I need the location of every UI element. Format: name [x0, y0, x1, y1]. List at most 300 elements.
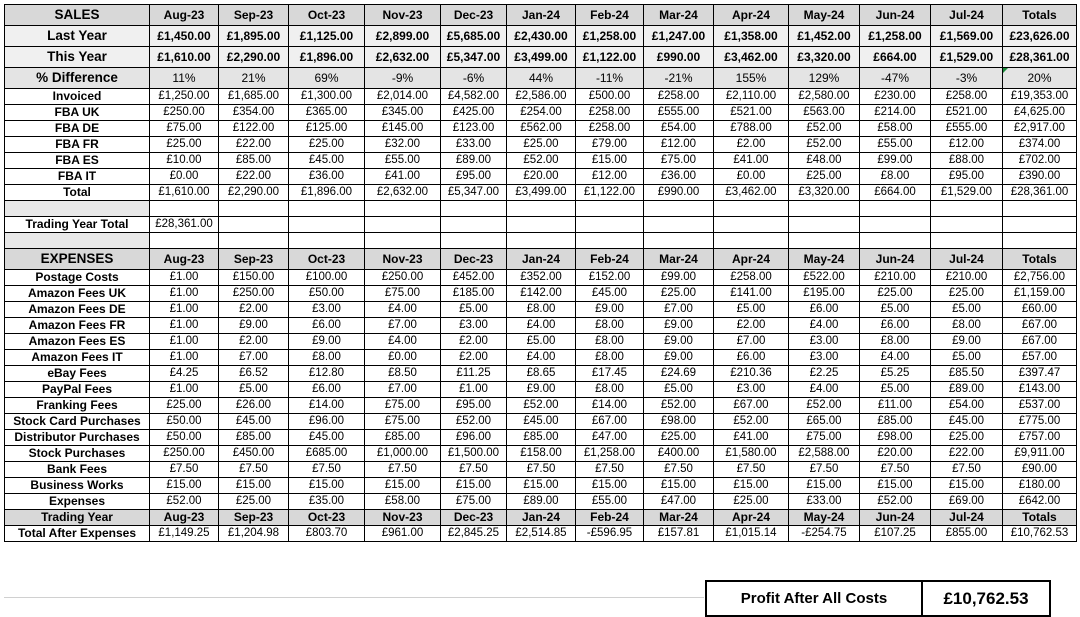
- value-cell[interactable]: £2.00: [219, 334, 289, 350]
- value-cell[interactable]: £1,450.00: [150, 26, 219, 47]
- value-cell[interactable]: £2.00: [714, 137, 789, 153]
- value-cell[interactable]: £1.00: [150, 334, 219, 350]
- total-cell[interactable]: £67.00: [1003, 318, 1077, 334]
- value-cell[interactable]: £521.00: [931, 105, 1003, 121]
- value-cell[interactable]: £8.00: [507, 302, 576, 318]
- value-cell[interactable]: £7.50: [150, 462, 219, 478]
- value-cell[interactable]: £85.50: [931, 366, 1003, 382]
- value-cell[interactable]: £0.00: [714, 169, 789, 185]
- row-label-cell[interactable]: Amazon Fees ES: [5, 334, 150, 350]
- empty-cell[interactable]: [714, 217, 789, 233]
- value-cell[interactable]: £25.00: [714, 494, 789, 510]
- value-cell[interactable]: £2.00: [441, 334, 507, 350]
- value-cell[interactable]: £521.00: [714, 105, 789, 121]
- total-cell[interactable]: £90.00: [1003, 462, 1077, 478]
- value-cell[interactable]: -47%: [860, 68, 931, 89]
- empty-cell[interactable]: [576, 233, 644, 249]
- value-cell[interactable]: £2,430.00: [507, 26, 576, 47]
- value-cell[interactable]: £210.36: [714, 366, 789, 382]
- value-cell[interactable]: £25.00: [644, 430, 714, 446]
- value-cell[interactable]: £41.00: [365, 169, 441, 185]
- value-cell[interactable]: £95.00: [931, 169, 1003, 185]
- month-header-cell[interactable]: Feb-24: [576, 249, 644, 270]
- value-cell[interactable]: £5.00: [860, 382, 931, 398]
- value-cell[interactable]: £22.00: [219, 137, 289, 153]
- value-cell[interactable]: £4.00: [365, 334, 441, 350]
- value-cell[interactable]: £157.81: [644, 526, 714, 542]
- row-label-cell[interactable]: % Difference: [5, 68, 150, 89]
- value-cell[interactable]: £2,632.00: [365, 47, 441, 68]
- value-cell[interactable]: £15.00: [860, 478, 931, 494]
- value-cell[interactable]: £258.00: [931, 89, 1003, 105]
- month-header-cell[interactable]: Aug-23: [150, 249, 219, 270]
- value-cell[interactable]: £15.00: [576, 153, 644, 169]
- empty-cell[interactable]: [150, 201, 219, 217]
- value-cell[interactable]: £36.00: [644, 169, 714, 185]
- value-cell[interactable]: £1.00: [441, 382, 507, 398]
- empty-cell[interactable]: [219, 201, 289, 217]
- month-header-cell[interactable]: Jun-24: [860, 5, 931, 26]
- empty-cell[interactable]: [860, 233, 931, 249]
- value-cell[interactable]: £5.00: [931, 350, 1003, 366]
- empty-cell[interactable]: [714, 233, 789, 249]
- value-cell[interactable]: £250.00: [365, 270, 441, 286]
- empty-cell[interactable]: [644, 233, 714, 249]
- value-cell[interactable]: £1.00: [150, 350, 219, 366]
- value-cell[interactable]: 155%: [714, 68, 789, 89]
- value-cell[interactable]: £7.50: [931, 462, 1003, 478]
- value-cell[interactable]: £185.00: [441, 286, 507, 302]
- value-cell[interactable]: £4.00: [789, 318, 860, 334]
- value-cell[interactable]: £563.00: [789, 105, 860, 121]
- value-cell[interactable]: £855.00: [931, 526, 1003, 542]
- value-cell[interactable]: £3,320.00: [789, 185, 860, 201]
- empty-cell[interactable]: [5, 233, 150, 249]
- value-cell[interactable]: £352.00: [507, 270, 576, 286]
- empty-cell[interactable]: [1003, 217, 1077, 233]
- value-cell[interactable]: -£254.75: [789, 526, 860, 542]
- value-cell[interactable]: £11.25: [441, 366, 507, 382]
- month-header-cell[interactable]: Oct-23: [289, 249, 365, 270]
- value-cell[interactable]: £3,499.00: [507, 47, 576, 68]
- value-cell[interactable]: £32.00: [365, 137, 441, 153]
- value-cell[interactable]: £6.00: [289, 382, 365, 398]
- value-cell[interactable]: £89.00: [441, 153, 507, 169]
- value-cell[interactable]: £58.00: [860, 121, 931, 137]
- total-cell[interactable]: £642.00: [1003, 494, 1077, 510]
- value-cell[interactable]: £54.00: [931, 398, 1003, 414]
- value-cell[interactable]: £1,125.00: [289, 26, 365, 47]
- value-cell[interactable]: £803.70: [289, 526, 365, 542]
- value-cell[interactable]: £5,685.00: [441, 26, 507, 47]
- value-cell[interactable]: £7.00: [714, 334, 789, 350]
- value-cell[interactable]: £15.00: [789, 478, 860, 494]
- row-label-cell[interactable]: PayPal Fees: [5, 382, 150, 398]
- value-cell[interactable]: £1,896.00: [289, 185, 365, 201]
- empty-cell[interactable]: [789, 217, 860, 233]
- value-cell[interactable]: £4.00: [365, 302, 441, 318]
- empty-cell[interactable]: [576, 201, 644, 217]
- month-header-cell[interactable]: Feb-24: [576, 5, 644, 26]
- value-cell[interactable]: £2,845.25: [441, 526, 507, 542]
- section-header-cell[interactable]: SALES: [5, 5, 150, 26]
- value-cell[interactable]: £96.00: [441, 430, 507, 446]
- value-cell[interactable]: 21%: [219, 68, 289, 89]
- value-cell[interactable]: £75.00: [365, 414, 441, 430]
- total-cell[interactable]: £537.00: [1003, 398, 1077, 414]
- value-cell[interactable]: £79.00: [576, 137, 644, 153]
- value-cell[interactable]: £450.00: [219, 446, 289, 462]
- month-header-cell[interactable]: May-24: [789, 249, 860, 270]
- month-header-cell[interactable]: Dec-23: [441, 249, 507, 270]
- value-cell[interactable]: £1,247.00: [644, 26, 714, 47]
- profit-value[interactable]: £10,762.53: [922, 581, 1050, 616]
- value-cell[interactable]: £1,000.00: [365, 446, 441, 462]
- value-cell[interactable]: £2,588.00: [789, 446, 860, 462]
- totals-header-cell[interactable]: Totals: [1003, 249, 1077, 270]
- value-cell[interactable]: £145.00: [365, 121, 441, 137]
- value-cell[interactable]: £1,580.00: [714, 446, 789, 462]
- value-cell[interactable]: £1,358.00: [714, 26, 789, 47]
- value-cell[interactable]: £25.00: [289, 137, 365, 153]
- value-cell[interactable]: £8.00: [931, 318, 1003, 334]
- month-header-cell[interactable]: Jul-24: [931, 249, 1003, 270]
- value-cell[interactable]: £1,529.00: [931, 185, 1003, 201]
- value-cell[interactable]: £8.00: [576, 382, 644, 398]
- month-header-cell[interactable]: Mar-24: [644, 5, 714, 26]
- value-cell[interactable]: £1,258.00: [860, 26, 931, 47]
- value-cell[interactable]: £7.00: [219, 350, 289, 366]
- value-cell[interactable]: £67.00: [576, 414, 644, 430]
- value-cell[interactable]: £2,586.00: [507, 89, 576, 105]
- empty-cell[interactable]: [507, 217, 576, 233]
- month-footer-cell[interactable]: Aug-23: [150, 510, 219, 526]
- value-cell[interactable]: £75.00: [789, 430, 860, 446]
- empty-cell[interactable]: [860, 217, 931, 233]
- month-header-cell[interactable]: Sep-23: [219, 5, 289, 26]
- month-header-cell[interactable]: Dec-23: [441, 5, 507, 26]
- value-cell[interactable]: £5.00: [219, 382, 289, 398]
- value-cell[interactable]: £3,462.00: [714, 185, 789, 201]
- total-cell[interactable]: £757.00: [1003, 430, 1077, 446]
- value-cell[interactable]: £214.00: [860, 105, 931, 121]
- total-cell[interactable]: £143.00: [1003, 382, 1077, 398]
- row-label-cell[interactable]: Amazon Fees FR: [5, 318, 150, 334]
- value-cell[interactable]: £15.00: [714, 478, 789, 494]
- month-footer-cell[interactable]: Nov-23: [365, 510, 441, 526]
- month-header-cell[interactable]: Sep-23: [219, 249, 289, 270]
- empty-cell[interactable]: [507, 233, 576, 249]
- value-cell[interactable]: £52.00: [789, 137, 860, 153]
- value-cell[interactable]: £107.25: [860, 526, 931, 542]
- value-cell[interactable]: -11%: [576, 68, 644, 89]
- total-cell[interactable]: £775.00: [1003, 414, 1077, 430]
- value-cell[interactable]: £230.00: [860, 89, 931, 105]
- total-cell[interactable]: £9,911.00: [1003, 446, 1077, 462]
- value-cell[interactable]: £85.00: [219, 153, 289, 169]
- total-cell[interactable]: £702.00: [1003, 153, 1077, 169]
- value-cell[interactable]: -£596.95: [576, 526, 644, 542]
- value-cell[interactable]: £99.00: [860, 153, 931, 169]
- value-cell[interactable]: £20.00: [860, 446, 931, 462]
- value-cell[interactable]: -21%: [644, 68, 714, 89]
- value-cell[interactable]: £47.00: [644, 494, 714, 510]
- value-cell[interactable]: £1,500.00: [441, 446, 507, 462]
- value-cell[interactable]: £15.00: [365, 478, 441, 494]
- empty-cell[interactable]: [1003, 233, 1077, 249]
- total-cell[interactable]: 20%: [1003, 68, 1077, 89]
- empty-cell[interactable]: [714, 201, 789, 217]
- empty-cell[interactable]: [789, 233, 860, 249]
- value-cell[interactable]: £562.00: [507, 121, 576, 137]
- value-cell[interactable]: £1,122.00: [576, 185, 644, 201]
- value-cell[interactable]: £89.00: [931, 382, 1003, 398]
- empty-cell[interactable]: [931, 201, 1003, 217]
- month-header-cell[interactable]: Apr-24: [714, 249, 789, 270]
- value-cell[interactable]: £6.00: [789, 302, 860, 318]
- value-cell[interactable]: £8.00: [860, 334, 931, 350]
- value-cell[interactable]: £2,580.00: [789, 89, 860, 105]
- value-cell[interactable]: £33.00: [441, 137, 507, 153]
- row-label-cell[interactable]: Franking Fees: [5, 398, 150, 414]
- value-cell[interactable]: £25.00: [931, 430, 1003, 446]
- value-cell[interactable]: £6.00: [860, 318, 931, 334]
- empty-cell[interactable]: [441, 201, 507, 217]
- value-cell[interactable]: £67.00: [714, 398, 789, 414]
- value-cell[interactable]: £45.00: [289, 430, 365, 446]
- row-label-cell[interactable]: This Year: [5, 47, 150, 68]
- value-cell[interactable]: £12.00: [644, 137, 714, 153]
- value-cell[interactable]: £9.00: [289, 334, 365, 350]
- row-label-cell[interactable]: eBay Fees: [5, 366, 150, 382]
- value-cell[interactable]: £85.00: [860, 414, 931, 430]
- value-cell[interactable]: £4.25: [150, 366, 219, 382]
- value-cell[interactable]: £7.50: [441, 462, 507, 478]
- empty-cell[interactable]: [219, 217, 289, 233]
- row-label-cell[interactable]: Distributor Purchases: [5, 430, 150, 446]
- value-cell[interactable]: £2,290.00: [219, 185, 289, 201]
- value-cell[interactable]: £11.00: [860, 398, 931, 414]
- value-cell[interactable]: £50.00: [289, 286, 365, 302]
- row-label-cell[interactable]: Amazon Fees UK: [5, 286, 150, 302]
- value-cell[interactable]: £25.00: [219, 494, 289, 510]
- row-label-cell[interactable]: Bank Fees: [5, 462, 150, 478]
- value-cell[interactable]: £1,258.00: [576, 26, 644, 47]
- value-cell[interactable]: £990.00: [644, 47, 714, 68]
- total-cell[interactable]: £19,353.00: [1003, 89, 1077, 105]
- value-cell[interactable]: £75.00: [365, 398, 441, 414]
- value-cell[interactable]: £52.00: [789, 121, 860, 137]
- month-header-cell[interactable]: May-24: [789, 5, 860, 26]
- month-footer-cell[interactable]: Apr-24: [714, 510, 789, 526]
- value-cell[interactable]: £2,014.00: [365, 89, 441, 105]
- value-cell[interactable]: £3.00: [289, 302, 365, 318]
- value-cell[interactable]: £788.00: [714, 121, 789, 137]
- value-cell[interactable]: £35.00: [289, 494, 365, 510]
- value-cell[interactable]: £8.00: [860, 169, 931, 185]
- row-label-cell[interactable]: FBA IT: [5, 169, 150, 185]
- value-cell[interactable]: £141.00: [714, 286, 789, 302]
- total-cell[interactable]: £23,626.00: [1003, 26, 1077, 47]
- row-label-cell[interactable]: FBA FR: [5, 137, 150, 153]
- value-cell[interactable]: £17.45: [576, 366, 644, 382]
- value-cell[interactable]: £55.00: [860, 137, 931, 153]
- value-cell[interactable]: £4.00: [860, 350, 931, 366]
- value-cell[interactable]: £555.00: [644, 105, 714, 121]
- value-cell[interactable]: £125.00: [289, 121, 365, 137]
- value-cell[interactable]: £8.00: [576, 350, 644, 366]
- value-cell[interactable]: £7.50: [789, 462, 860, 478]
- value-cell[interactable]: £52.00: [150, 494, 219, 510]
- month-footer-cell[interactable]: Jul-24: [931, 510, 1003, 526]
- empty-cell[interactable]: [5, 201, 150, 217]
- row-label-cell[interactable]: Stock Card Purchases: [5, 414, 150, 430]
- value-cell[interactable]: £9.00: [507, 382, 576, 398]
- value-cell[interactable]: £2,110.00: [714, 89, 789, 105]
- empty-cell[interactable]: [289, 201, 365, 217]
- value-cell[interactable]: £22.00: [931, 446, 1003, 462]
- section-header-cell[interactable]: EXPENSES: [5, 249, 150, 270]
- empty-cell[interactable]: [644, 217, 714, 233]
- row-label-cell[interactable]: Total: [5, 185, 150, 201]
- value-cell[interactable]: £3.00: [441, 318, 507, 334]
- empty-cell[interactable]: [576, 217, 644, 233]
- value-cell[interactable]: £3,462.00: [714, 47, 789, 68]
- value-cell[interactable]: £12.80: [289, 366, 365, 382]
- empty-cell[interactable]: [931, 217, 1003, 233]
- month-header-cell[interactable]: Jan-24: [507, 5, 576, 26]
- value-cell[interactable]: £25.00: [644, 286, 714, 302]
- total-cell[interactable]: £28,361.00: [1003, 185, 1077, 201]
- empty-cell[interactable]: [507, 201, 576, 217]
- value-cell[interactable]: £6.00: [714, 350, 789, 366]
- row-label-cell[interactable]: Invoiced: [5, 89, 150, 105]
- value-cell[interactable]: £26.00: [219, 398, 289, 414]
- value-cell[interactable]: £142.00: [507, 286, 576, 302]
- value-cell[interactable]: £50.00: [150, 430, 219, 446]
- value-cell[interactable]: £1,452.00: [789, 26, 860, 47]
- month-header-cell[interactable]: Apr-24: [714, 5, 789, 26]
- month-header-cell[interactable]: Jul-24: [931, 5, 1003, 26]
- value-cell[interactable]: £5.25: [860, 366, 931, 382]
- value-cell[interactable]: £452.00: [441, 270, 507, 286]
- value-cell[interactable]: £9.00: [644, 318, 714, 334]
- value-cell[interactable]: £10.00: [150, 153, 219, 169]
- value-cell[interactable]: £990.00: [644, 185, 714, 201]
- total-cell[interactable]: £28,361.00: [1003, 47, 1077, 68]
- trading-year-total-label[interactable]: Trading Year Total: [5, 217, 150, 233]
- value-cell[interactable]: £5,347.00: [441, 47, 507, 68]
- value-cell[interactable]: £250.00: [150, 446, 219, 462]
- value-cell[interactable]: £12.00: [931, 137, 1003, 153]
- value-cell[interactable]: £14.00: [576, 398, 644, 414]
- value-cell[interactable]: £6.52: [219, 366, 289, 382]
- value-cell[interactable]: £7.50: [576, 462, 644, 478]
- value-cell[interactable]: £1.00: [150, 302, 219, 318]
- value-cell[interactable]: £15.00: [576, 478, 644, 494]
- value-cell[interactable]: £5.00: [860, 302, 931, 318]
- value-cell[interactable]: £1.00: [150, 318, 219, 334]
- value-cell[interactable]: £41.00: [714, 153, 789, 169]
- value-cell[interactable]: £52.00: [507, 398, 576, 414]
- total-cell[interactable]: £1,159.00: [1003, 286, 1077, 302]
- empty-cell[interactable]: [789, 201, 860, 217]
- value-cell[interactable]: £4,582.00: [441, 89, 507, 105]
- value-cell[interactable]: £354.00: [219, 105, 289, 121]
- trading-year-total-value[interactable]: £28,361.00: [150, 217, 219, 233]
- value-cell[interactable]: £15.00: [289, 478, 365, 494]
- month-header-cell[interactable]: Jan-24: [507, 249, 576, 270]
- month-footer-cell[interactable]: Mar-24: [644, 510, 714, 526]
- value-cell[interactable]: £24.69: [644, 366, 714, 382]
- value-cell[interactable]: £4.00: [789, 382, 860, 398]
- row-label-cell[interactable]: FBA ES: [5, 153, 150, 169]
- totals-footer-cell[interactable]: Totals: [1003, 510, 1077, 526]
- empty-cell[interactable]: [365, 201, 441, 217]
- value-cell[interactable]: £15.00: [931, 478, 1003, 494]
- value-cell[interactable]: £3,320.00: [789, 47, 860, 68]
- row-label-cell[interactable]: FBA DE: [5, 121, 150, 137]
- value-cell[interactable]: £9.00: [644, 334, 714, 350]
- empty-cell[interactable]: [365, 217, 441, 233]
- empty-cell[interactable]: [150, 233, 219, 249]
- value-cell[interactable]: £8.00: [576, 318, 644, 334]
- value-cell[interactable]: £5.00: [644, 382, 714, 398]
- value-cell[interactable]: £45.00: [576, 286, 644, 302]
- value-cell[interactable]: £75.00: [365, 286, 441, 302]
- value-cell[interactable]: £1,122.00: [576, 47, 644, 68]
- value-cell[interactable]: £75.00: [644, 153, 714, 169]
- value-cell[interactable]: £961.00: [365, 526, 441, 542]
- value-cell[interactable]: £75.00: [150, 121, 219, 137]
- value-cell[interactable]: £55.00: [576, 494, 644, 510]
- value-cell[interactable]: £555.00: [931, 121, 1003, 137]
- value-cell[interactable]: £254.00: [507, 105, 576, 121]
- value-cell[interactable]: £25.00: [507, 137, 576, 153]
- value-cell[interactable]: £8.00: [289, 350, 365, 366]
- total-cell[interactable]: £67.00: [1003, 334, 1077, 350]
- value-cell[interactable]: £1,610.00: [150, 185, 219, 201]
- total-cell[interactable]: £397.47: [1003, 366, 1077, 382]
- value-cell[interactable]: £85.00: [507, 430, 576, 446]
- total-cell[interactable]: £4,625.00: [1003, 105, 1077, 121]
- value-cell[interactable]: £25.00: [789, 169, 860, 185]
- value-cell[interactable]: £258.00: [576, 105, 644, 121]
- total-cell[interactable]: £2,917.00: [1003, 121, 1077, 137]
- value-cell[interactable]: £258.00: [644, 89, 714, 105]
- month-footer-cell[interactable]: May-24: [789, 510, 860, 526]
- section-footer-cell[interactable]: Trading Year: [5, 510, 150, 526]
- value-cell[interactable]: £365.00: [289, 105, 365, 121]
- value-cell[interactable]: £3.00: [789, 350, 860, 366]
- value-cell[interactable]: £52.00: [441, 414, 507, 430]
- value-cell[interactable]: £25.00: [931, 286, 1003, 302]
- total-cell[interactable]: £10,762.53: [1003, 526, 1077, 542]
- total-cell[interactable]: £57.00: [1003, 350, 1077, 366]
- value-cell[interactable]: £98.00: [860, 430, 931, 446]
- empty-cell[interactable]: [931, 233, 1003, 249]
- value-cell[interactable]: £664.00: [860, 47, 931, 68]
- value-cell[interactable]: £4.00: [507, 350, 576, 366]
- value-cell[interactable]: £54.00: [644, 121, 714, 137]
- value-cell[interactable]: £55.00: [365, 153, 441, 169]
- value-cell[interactable]: £12.00: [576, 169, 644, 185]
- value-cell[interactable]: £258.00: [714, 270, 789, 286]
- value-cell[interactable]: £7.00: [644, 302, 714, 318]
- value-cell[interactable]: £9.00: [931, 334, 1003, 350]
- row-label-cell[interactable]: Amazon Fees IT: [5, 350, 150, 366]
- value-cell[interactable]: £3,499.00: [507, 185, 576, 201]
